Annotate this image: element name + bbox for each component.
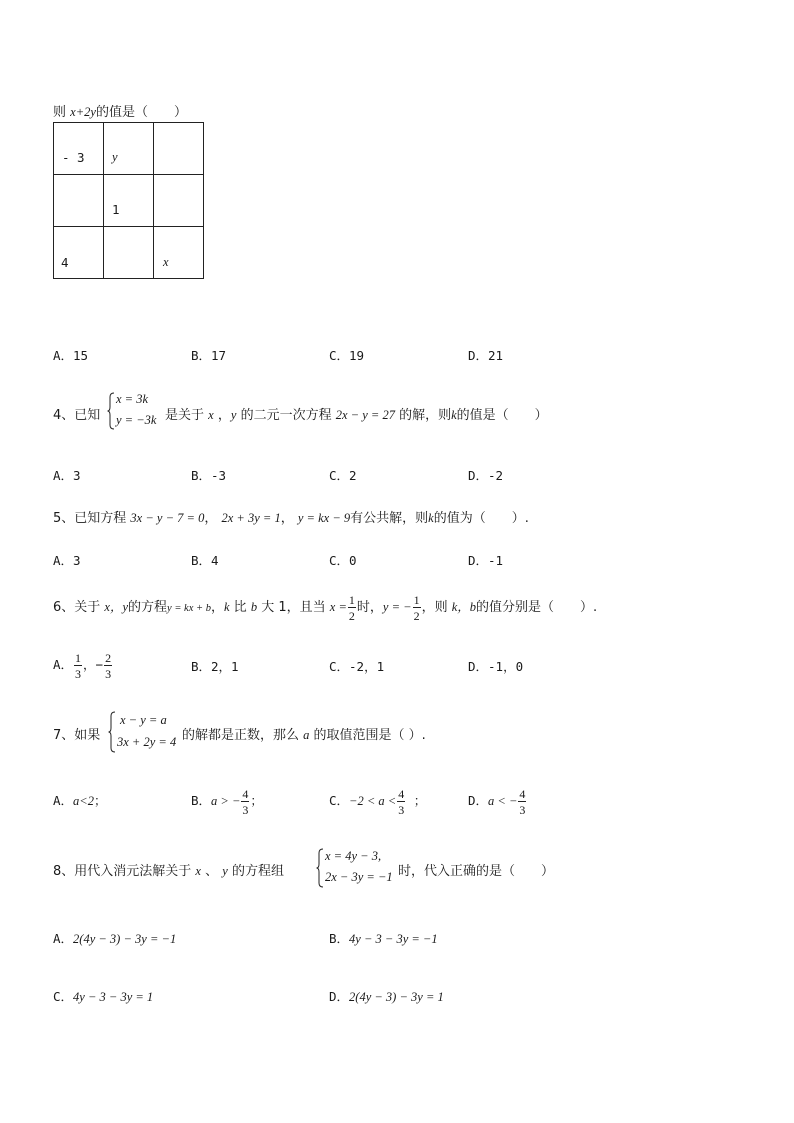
q7-option-b [191,784,263,818]
q8-option-c [53,987,153,1005]
q7-suffix: 的取值范围是（ ）. [313,728,426,743]
q4-mid1: 是关于 [165,408,205,423]
q3-stem [53,101,187,120]
q5-sep2: ， [280,511,294,526]
q8-suffix: 时，代入正确的是（ ） [398,864,555,879]
q3-stem-math: x+2y [70,105,96,119]
grid-cell-text: 1 [112,202,120,217]
q8-stem-rest [398,860,554,879]
q5-option-c: C．0 [329,553,357,568]
q8-var-x: x [195,864,201,878]
q6-fraction-2 [413,594,421,622]
brace-icon [108,711,116,753]
q4-mid2: 的二元一次方程 [240,408,332,423]
q4-option-d: D．-2 [468,468,504,483]
q5-prefix: 5、已知方程 [53,511,127,526]
fraction-numerator: 2 [105,650,112,665]
grid-cell-text: y [112,150,118,164]
q4-system [107,392,165,430]
q7-eq1: x − y = a [120,713,167,727]
q7-prefix: 7、如果 [53,728,101,743]
q6-y-eq: y = − [382,600,412,614]
q6-equation: y = kx + b [167,603,211,614]
q7-stem [53,724,100,743]
q4-stem-rest [165,404,548,423]
q7-eq2: 3x + 2y = 4 [117,735,177,749]
q6-option-a [53,648,113,682]
q3-grid [53,122,204,279]
fraction-denominator: 2 [348,608,355,623]
grid-cell [154,175,204,227]
q7-option-d-prefix: D． [468,793,489,808]
grid-cell-text: - 3 [62,150,85,165]
q6-sep: ， [210,600,224,615]
q7-option-c [329,784,426,818]
q8-system [316,848,398,888]
grid-cell [54,227,104,279]
fraction-numerator: 1 [75,650,82,665]
q4-stem [53,404,100,423]
grid-cell-text: x [163,255,169,269]
q6-suffix: 的值分别是（ ）. [476,600,598,615]
q5-eq3: y = kx − 9 [297,511,351,525]
q8-mid: 的方程组 [231,864,284,879]
q8-option-a-math: 2(4y − 3) − 3y = −1 [73,932,177,946]
q7-option-a [53,784,106,818]
q6-option-a-fraction-2 [104,652,112,680]
fraction-numerator: 1 [413,592,420,607]
q8-option-c-prefix: C． [53,989,74,1004]
q6-fraction-1 [348,594,356,622]
q5-sep1: ， [204,511,218,526]
q4-mid3: 的解，则 [399,408,452,423]
q7-option-c-prefix: C． [329,793,350,808]
q7-option-a-prefix: A． [53,793,74,808]
q7-stem-rest [182,724,426,743]
q5-stem [53,507,529,526]
q8-eq2: 2x − 3y = −1 [325,870,393,884]
q7-system [108,711,182,753]
q4-var-x: x [208,408,214,422]
q3-stem-prefix: 则 [53,105,67,120]
brace-icon [316,848,324,888]
q7-option-b-prefix: B． [191,793,212,808]
q6-option-b: B．2，1 [191,659,239,674]
q6-option-a-sep: ，− [83,657,104,672]
q4-eq2: y = −3k [116,413,157,427]
q6-mid4: 时， [356,600,383,615]
q3-stem-suffix: 的值是（ ） [95,105,187,120]
q7-option-c-fraction [397,788,405,816]
q6-option-a-prefix: A． [53,657,74,672]
q6-var-k: k [223,600,230,614]
grid-cell [54,123,104,175]
q8-option-d-math: 2(4y − 3) − 3y = 1 [349,990,444,1004]
q7-option-b-math: a > − [211,794,241,808]
q7-option-a-end: ； [93,793,107,808]
q8-option-b [329,929,438,947]
fraction-denominator: 3 [398,802,405,817]
q4-var-y: y [230,408,237,422]
grid-cell [154,123,204,175]
grid-cell [154,227,204,279]
q5-eq2: 2x + 3y = 1 [221,511,281,525]
q4-equation: 2x − y = 27 [335,408,395,422]
q8-option-d [329,987,444,1005]
q4-suffix: 的值是（ ） [456,408,548,423]
q7-option-d-fraction [518,788,526,816]
q4-option-b: B．-3 [191,468,227,483]
q7-option-d-math: a < − [488,794,518,808]
q6-option-a-fraction-1 [74,652,82,680]
q7-option-d [468,784,527,818]
q7-option-a-math: a<2 [73,794,94,808]
q8-stem [53,860,284,879]
q8-var-y: y [222,864,228,878]
q6-option-c: C．-2，1 [329,659,385,674]
fraction-denominator: 3 [242,802,249,817]
q7-mid: 的解都是正数，那么 [182,728,300,743]
q4-option-a: A．3 [53,468,81,483]
fraction-denominator: 3 [519,802,526,817]
q5-eq1: 3x − y − 7 = 0 [130,511,205,525]
q3-option-b: B．17 [191,348,227,363]
q6-mid5: ，则 [421,600,448,615]
q6-mid1: 的方程 [128,600,168,615]
q7-option-c-end: ； [413,793,427,808]
q3-option-c: C．19 [329,348,365,363]
q8-option-b-math: 4y − 3 − 3y = −1 [349,932,438,946]
q6-kb: k，b [451,600,477,614]
grid-cell-text: 4 [61,255,69,270]
q8-option-d-prefix: D． [329,989,350,1004]
q7-option-b-fraction [241,788,249,816]
q5-option-d: D．-1 [468,553,504,568]
q8-eq1: x = 4y − 3, [325,849,382,863]
q4-prefix: 4、已知 [53,408,101,423]
q4-eq1: x = 3k [116,392,149,406]
fraction-denominator: 3 [105,666,112,681]
q4-var-k: k [451,408,457,422]
q3-option-a: A．15 [53,348,89,363]
q8-option-b-prefix: B． [329,931,350,946]
q4-option-c: C．2 [329,468,357,483]
q7-option-b-end: ； [250,793,263,808]
q8-sep: 、 [205,864,219,879]
q7-var-a: a [303,728,310,742]
fraction-numerator: 4 [242,786,249,801]
q6-x-eq: x = [329,600,347,614]
q4-comma: ， [217,408,231,423]
q5-suffix: 的值为（ ）. [433,511,529,526]
fraction-numerator: 4 [519,786,526,801]
q5-var-k: k [428,511,434,525]
q5-mid: 有公共解，则 [350,511,429,526]
q8-prefix: 8、用代入消元法解关于 [53,864,192,879]
q6-stem [53,590,597,626]
q6-vars: x，y [104,600,129,614]
grid-cell [104,227,154,279]
q6-option-d: D．-1，0 [468,659,524,674]
q8-option-a-prefix: A． [53,931,74,946]
grid-cell [54,175,104,227]
q7-option-c-math: −2 < a < [349,794,397,808]
q6-mid2: 比 [233,600,247,615]
q6-var-b: b [250,600,258,614]
grid-cell [104,175,154,227]
q6-mid3: 大 1，且当 [261,600,326,615]
q6-prefix: 6、关于 [53,600,101,615]
q5-option-a: A．3 [53,553,81,568]
fraction-denominator: 3 [75,666,82,681]
grid-cell [104,123,154,175]
q3-option-d: D．21 [468,348,504,363]
fraction-numerator: 4 [398,786,405,801]
q8-option-c-math: 4y − 3 − 3y = 1 [73,990,154,1004]
q8-option-a [53,929,176,947]
fraction-denominator: 2 [413,608,420,623]
fraction-numerator: 1 [348,592,355,607]
q5-option-b: B．4 [191,553,219,568]
brace-icon [107,392,115,430]
